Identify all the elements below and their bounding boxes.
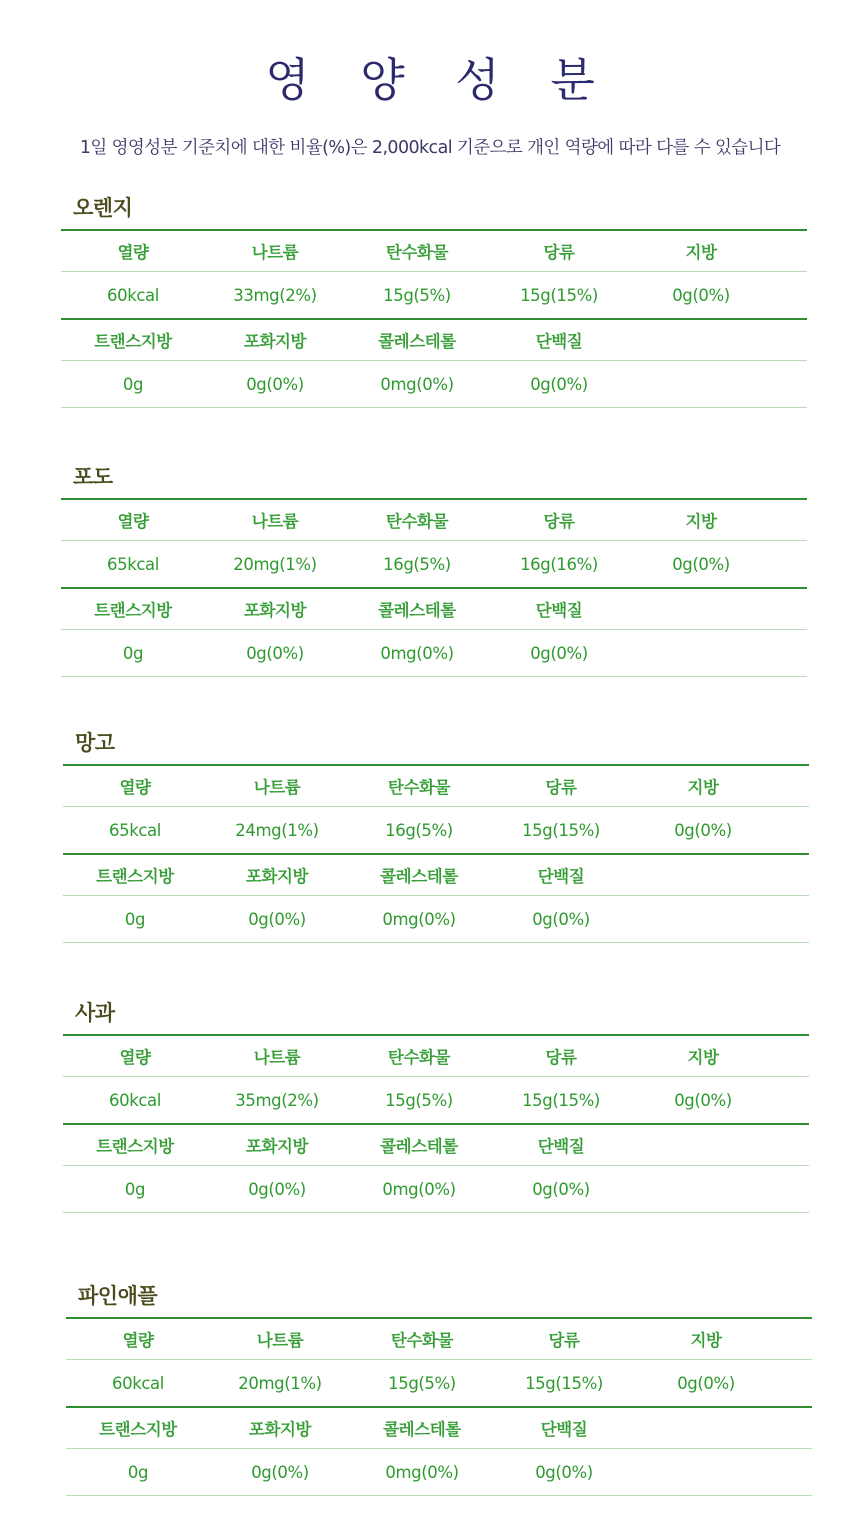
nutrient-label: 콜레스테롤 [378,601,456,620]
nutrient-value: 15g(15%) [520,285,598,305]
nutrient-label: 탄수화물 [387,778,451,797]
nutrient-label: 콜레스테롤 [380,867,458,886]
nutrient-label: 탄수화물 [385,512,449,531]
nutrient-label: 포화지방 [243,601,307,620]
nutrient-value-row [63,1166,809,1213]
page-title: 영 양 성 분 [265,53,613,107]
nutrient-label: 트랜스지방 [94,601,172,620]
nutrient-label: 탄수화물 [385,243,449,262]
nutrient-value: 20mg(1%) [233,554,317,574]
nutrient-value: 0g(0%) [532,1179,590,1199]
nutrient-label-row [66,1319,812,1360]
nutrient-value: 0g(0%) [246,374,304,394]
nutrient-value: 16g(5%) [385,820,453,840]
nutrient-value: 20mg(1%) [238,1373,322,1393]
nutrition-table-block [61,229,807,318]
nutrient-value: 0g [122,374,144,394]
nutrient-label: 열량 [117,512,149,531]
nutrition-section [63,1001,809,1213]
nutrient-label: 포화지방 [245,1137,309,1156]
nutrient-value-row [61,361,807,408]
nutrient-value-row [61,541,807,587]
nutrition-table-block [61,587,807,677]
nutrient-label: 단백질 [535,332,583,351]
nutrient-value: 15g(5%) [388,1373,456,1393]
nutrient-value-row [63,1077,809,1123]
nutrient-value: 0mg(0%) [382,1179,456,1199]
nutrient-label-row [63,1125,809,1166]
nutrient-value: 0g [127,1462,149,1482]
nutrient-label: 나트륨 [256,1331,304,1350]
nutrient-value: 60kcal [107,285,159,305]
nutrient-label: 열량 [122,1331,154,1350]
nutrient-label: 탄수화물 [390,1331,454,1350]
nutrition-section [61,465,807,677]
nutrient-label: 포화지방 [248,1420,312,1439]
nutrient-value: 16g(5%) [383,554,451,574]
nutrition-section [66,1284,812,1496]
nutrient-label: 나트륨 [251,243,299,262]
nutrient-label: 당류 [548,1331,580,1350]
nutrient-value: 16g(16%) [520,554,598,574]
nutrient-value: 0g(0%) [672,554,730,574]
nutrient-value: 0g(0%) [674,820,732,840]
page-subtitle: 1일 영영성분 기준치에 대한 비율(%)은 2,000kcal 기준으로 개인 역량에 따라 다를 수 있습니다 [79,138,781,158]
nutrient-label: 트랜스지방 [99,1420,177,1439]
nutrient-label: 단백질 [537,1137,585,1156]
nutrient-value: 24mg(1%) [235,820,319,840]
nutrient-label: 지방 [687,1048,719,1067]
nutrient-label: 열량 [119,1048,151,1067]
nutrient-label: 나트륨 [253,1048,301,1067]
nutrient-label: 트랜스지방 [94,332,172,351]
nutrient-label: 당류 [545,1048,577,1067]
nutrient-label: 지방 [685,243,717,262]
nutrient-value: 15g(15%) [522,1090,600,1110]
nutrient-value: 0mg(0%) [380,643,454,663]
nutrition-table-block [66,1406,812,1496]
nutrient-value-row [63,896,809,943]
nutrient-label: 단백질 [537,867,585,886]
nutrient-label: 단백질 [540,1420,588,1439]
nutrient-value: 0g [124,909,146,929]
nutrition-table-block [61,498,807,587]
nutrient-value: 65kcal [109,820,161,840]
nutrient-value: 0g(0%) [672,285,730,305]
nutrient-label: 지방 [685,512,717,531]
nutrient-label: 단백질 [535,601,583,620]
nutrient-label-row [61,589,807,630]
nutrition-table-block [63,764,809,853]
nutrient-value: 0mg(0%) [382,909,456,929]
nutrient-value: 33mg(2%) [233,285,317,305]
nutrient-label: 포화지방 [245,867,309,886]
nutrient-value: 35mg(2%) [235,1090,319,1110]
nutrition-section [61,196,807,408]
nutrient-value-row [66,1449,812,1496]
nutrient-value: 60kcal [109,1090,161,1110]
nutrient-label: 당류 [543,243,575,262]
nutrient-label: 콜레스테롤 [380,1137,458,1156]
nutrition-table-block [61,318,807,408]
nutrient-value: 0g(0%) [674,1090,732,1110]
nutrient-value: 0g(0%) [248,1179,306,1199]
nutrient-label-row [63,1036,809,1077]
nutrient-label: 콜레스테롤 [383,1420,461,1439]
nutrient-value: 0g(0%) [530,643,588,663]
nutrition-section [63,731,809,943]
nutrient-label-row [63,766,809,807]
section-name: 사과 [75,1001,115,1025]
nutrient-value-row [61,630,807,677]
nutrient-value-row [61,272,807,318]
nutrient-value: 15g(5%) [383,285,451,305]
nutrient-value: 0g(0%) [251,1462,309,1482]
nutrient-value: 15g(15%) [522,820,600,840]
nutrient-label: 포화지방 [243,332,307,351]
nutrient-label: 나트륨 [251,512,299,531]
nutrition-table-block [63,853,809,943]
nutrient-label: 당류 [543,512,575,531]
nutrient-label-row [61,231,807,272]
nutrient-label-row [66,1408,812,1449]
nutrient-value: 0g(0%) [677,1373,735,1393]
nutrition-table-block [63,1034,809,1123]
nutrient-label: 탄수화물 [387,1048,451,1067]
nutrient-value: 0g [122,643,144,663]
nutrient-label: 트랜스지방 [96,867,174,886]
nutrient-value: 60kcal [112,1373,164,1393]
section-name: 파인애플 [78,1284,158,1308]
nutrient-value-row [63,807,809,853]
nutrition-table-block [63,1123,809,1213]
nutrient-label: 열량 [119,778,151,797]
nutrient-label: 나트륨 [253,778,301,797]
nutrient-value: 0g(0%) [248,909,306,929]
section-name: 망고 [75,731,115,755]
nutrient-label: 지방 [687,778,719,797]
nutrient-label-row [61,320,807,361]
nutrient-value: 0g(0%) [246,643,304,663]
nutrient-label: 트랜스지방 [96,1137,174,1156]
nutrient-value: 0mg(0%) [385,1462,459,1482]
nutrient-label: 콜레스테롤 [378,332,456,351]
nutrient-value: 0g(0%) [530,374,588,394]
nutrient-label: 당류 [545,778,577,797]
section-name: 오렌지 [73,196,133,220]
nutrient-value: 0g [124,1179,146,1199]
nutrient-value: 65kcal [107,554,159,574]
nutrient-label: 지방 [690,1331,722,1350]
nutrient-value: 0g(0%) [535,1462,593,1482]
nutrient-label: 열량 [117,243,149,262]
nutrient-label-row [61,500,807,541]
nutrition-table-block [66,1317,812,1406]
nutrient-value: 15g(5%) [385,1090,453,1110]
nutrient-value: 0g(0%) [532,909,590,929]
section-name: 포도 [73,465,113,489]
nutrient-value: 0mg(0%) [380,374,454,394]
nutrient-label-row [63,855,809,896]
nutrient-value: 15g(15%) [525,1373,603,1393]
nutrient-value-row [66,1360,812,1406]
